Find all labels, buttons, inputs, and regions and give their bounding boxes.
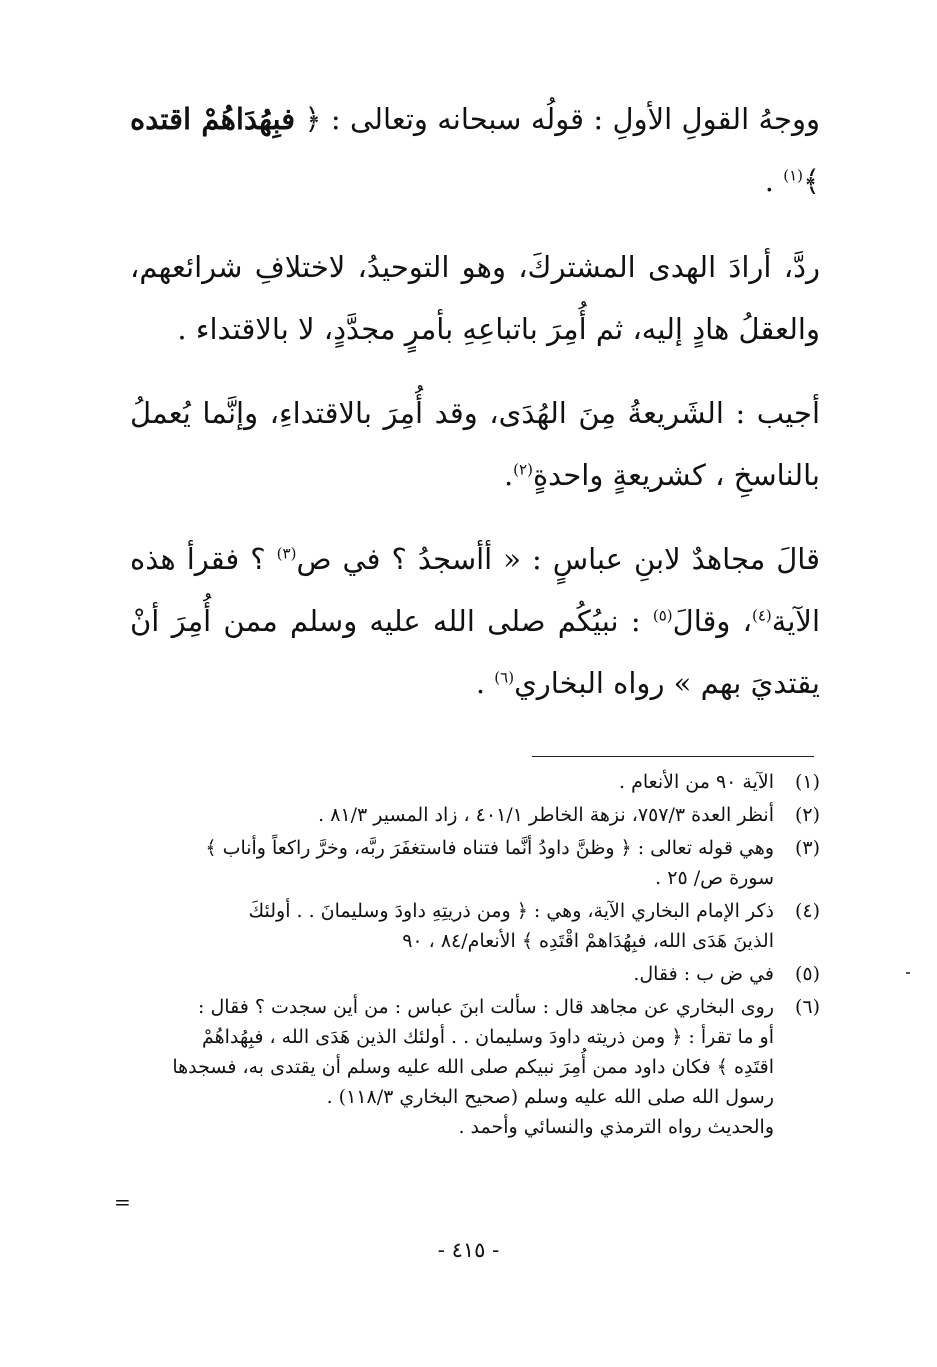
paragraph-4-part-4: : نبيُكُم صلى الله عليه وسلم ممن أُمِرَ أنْ يقتديَ بهم » رواه البخاري	[130, 604, 820, 700]
paragraph-4-part-2: ؟ فقرأ هذه الآية	[130, 542, 820, 638]
footnote-2	[130, 800, 820, 830]
footnote-number: (٦)	[794, 996, 820, 1018]
footnote-line: أو ما تقرأ : ﴿ ومن ذريته داودَ وسليمان . . أولئك الذين هَدَى الله ، فبِهُداهُمْ	[201, 1026, 774, 1048]
footnote-line: والحديث رواه الترمذي والنسائي وأحمد .	[458, 1116, 774, 1138]
paragraph-3	[130, 382, 820, 506]
continuation-mark: =	[114, 1190, 131, 1214]
footnote-text	[130, 800, 774, 830]
footnote-4	[130, 896, 820, 956]
paragraph-2-text: ردَّ، أرادَ الهدى المشتركَ، وهو التوحيدُ، لاختلافِ شرائعهم، والعقلُ هادٍ إليه، ثم أُمِرَ باتباعِهِ بأمرٍ مجدَّدٍ، لا بالاقتداء .	[130, 250, 820, 346]
paragraph-2	[130, 236, 820, 360]
paragraph-4-part-3: ، وقالَ	[672, 604, 752, 638]
footnote-line: في ض ب : فقال.	[633, 963, 774, 985]
paragraph-3-end: .	[503, 458, 514, 492]
footnote-line: رسول الله صلى الله عليه وسلم (صحيح البخاري ١١٨/٣) .	[326, 1086, 774, 1108]
footnote-line: أنظر العدة ٧٥٧/٣، نزهة الخاطر ٤٠١/١ ، زاد المسير ٨١/٣ .	[318, 804, 774, 826]
paragraph-4-part-1: قالَ مجاهدٌ لابنِ عباسٍ : « أأسجدُ ؟ في ص	[296, 542, 820, 576]
footnote-separator	[532, 756, 814, 757]
footnote-ref-1: (١)	[783, 166, 803, 185]
footnote-line: سورة ص/ ٢٥ .	[655, 867, 774, 889]
footnote-text	[130, 833, 774, 893]
footnote-text	[130, 896, 774, 956]
footnote-line: اقتَدِه ﴾ فكان داود ممن أُمِرَ نبيكم صلى الله عليه وسلم أن يقتدى به، فسجدها	[172, 1056, 774, 1078]
paragraph-4	[130, 528, 820, 714]
footnote-line: الذينَ هَدَى الله، فبِهُدَاهمْ اقْتَدِه ﴾ الأنعام/٨٤ ، ٩٠	[402, 930, 774, 952]
footnote-3	[130, 833, 820, 893]
footnote-ref-3: (٣)	[276, 544, 297, 563]
main-text	[130, 88, 820, 736]
footnote-number: (٢)	[794, 804, 820, 826]
footnote-number: (٣)	[794, 837, 820, 859]
footnotes	[130, 767, 820, 1145]
paragraph-3-text: أجيب : الشَريعةُ مِنَ الهُدَى، وقد أُمِرَ بالاقتداءِ، وإنَّما يُعملُ بالناسخِ ، كشريعةٍ واحدةٍ	[130, 396, 820, 492]
footnote-line: وهي قوله تعالى : ﴿ وظنَّ داودُ أنَّما فتناه فاستغفَرَ ربَّه، وخرَّ راكعاً وأناب ﴾	[205, 837, 774, 859]
quote-close: ﴾	[803, 164, 820, 198]
paragraph-4-end: .	[475, 666, 495, 700]
footnote-number: (٥)	[794, 963, 820, 985]
footnote-ref-5: (٥)	[652, 606, 673, 625]
paragraph-1-intro: ووجهُ القولِ الأولِ : قولُه سبحانه وتعالى : ﴿	[295, 102, 820, 136]
footnote-line: روى البخاري عن مجاهد قال : سألت ابنَ عباس : من أين سجدت ؟ فقال :	[198, 996, 774, 1018]
footnote-line: ذكر الإمام البخاري الآية، وهي : ﴿ ومن ذريتِهِ داودَ وسليمانَ . . أولئكَ	[248, 900, 774, 922]
footnote-1	[130, 767, 820, 797]
footnote-text	[130, 992, 774, 1142]
paragraph-1-end: .	[764, 164, 784, 198]
footnote-number: (١)	[794, 771, 820, 793]
footnote-text	[130, 959, 774, 989]
footnote-5	[130, 959, 820, 989]
paragraph-1	[130, 88, 820, 212]
margin-speck	[906, 972, 910, 974]
footnote-ref-2: (٢)	[513, 460, 533, 479]
footnote-text	[130, 767, 774, 797]
footnote-ref-4: (٤)	[752, 606, 772, 625]
footnote-line: الآية ٩٠ من الأنعام .	[619, 771, 774, 793]
footnote-ref-6: (٦)	[494, 668, 515, 687]
page-number: - ٤١٥ -	[437, 1238, 500, 1262]
footnote-6	[130, 992, 820, 1142]
quran-quote: فبِهُدَاهُمْ اقتده	[130, 102, 296, 136]
footnote-number: (٤)	[794, 900, 820, 922]
